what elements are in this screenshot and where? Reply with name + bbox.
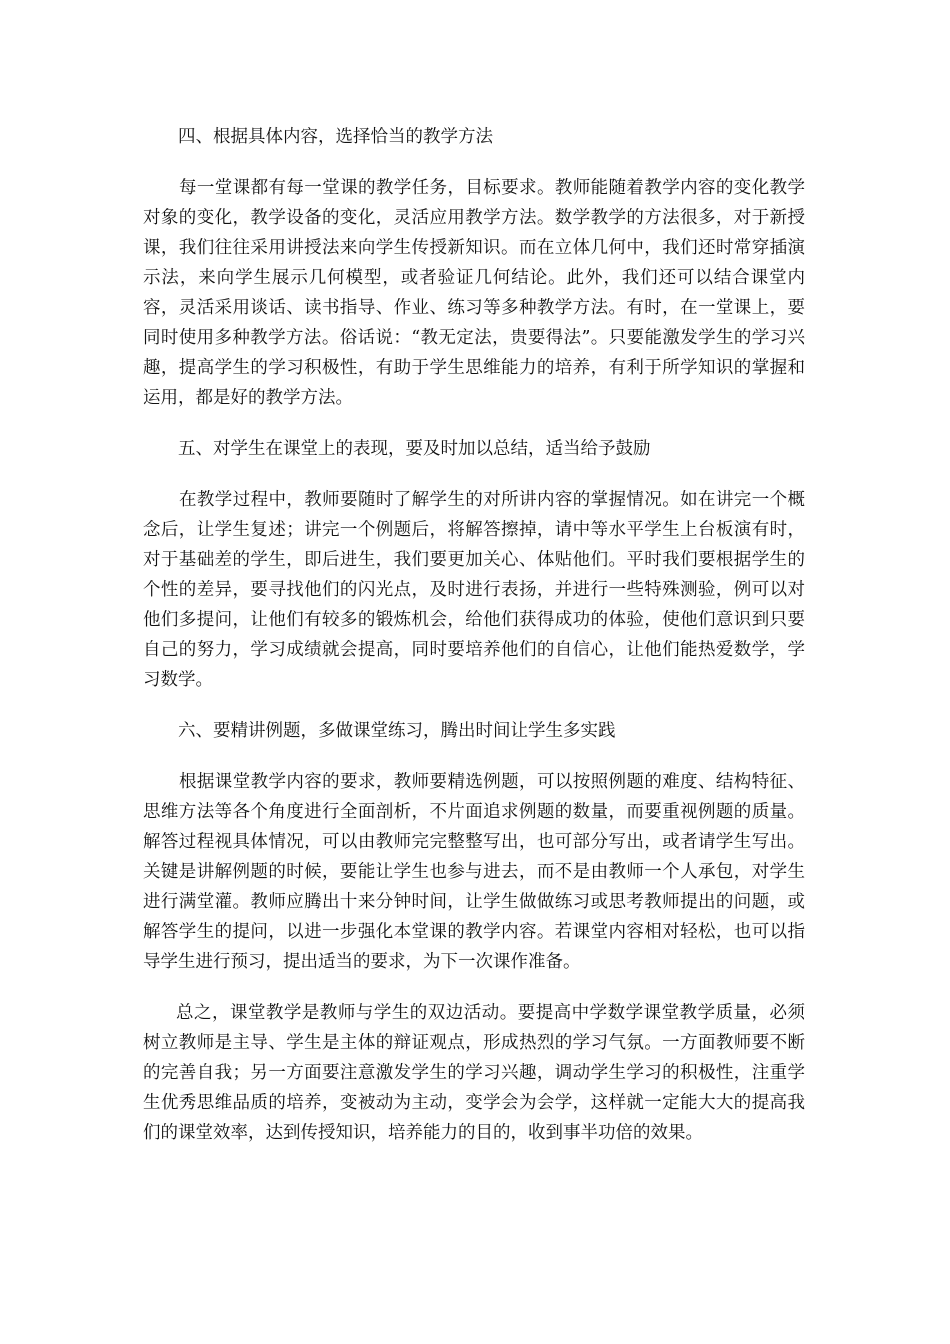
spacer xyxy=(143,746,805,767)
spacer xyxy=(143,413,805,434)
section-heading-6: 六、要精讲例题，多做课堂练习，腾出时间让学生多实践 xyxy=(178,721,616,741)
section-paragraph-6: 根据课堂教学内容的要求，教师要精选例题，可以按照例题的难度、结构特征、思维方法等各个角度进行全面剖析，不片面追求例题的数量，而要重视例题的质量。解答过程视具体情况，可以由教师完完整整写出，也可部分写出，或者请学生写出。关键是讲解例题的时候，要能让学生也参与进去，而不是由教师一个人承包，对学生进行满堂灌。教师应腾出十来分钟时间，让学生做做练习或思考教师提出的问题，或解答学生的提问，以进一步强化本堂课的教学内容。若课堂内容相对轻松，也可以指导学生进行预习，提出适当的要求，为下一次课作准备。 xyxy=(143,772,805,972)
spacer xyxy=(143,152,805,173)
spacer xyxy=(143,695,805,716)
spacer xyxy=(143,464,805,485)
document-body xyxy=(143,122,805,1148)
conclusion-paragraph: 总之，课堂教学是教师与学生的双边活动。要提高中学数学课堂教学质量，必须树立教师是主导、学生是主体的辩证观点，形成热烈的学习气氛。一方面教师要不断的完善自我；另一方面要注意激发学生的学习兴趣，调动学生学习的积极性，注重学生优秀思维品质的培养，变被动为主动，变学会为会学，这样就一定能大大的提高我们的课堂效率，达到传授知识，培养能力的目的，收到事半功倍的效果。 xyxy=(143,1003,805,1143)
spacer xyxy=(143,977,805,998)
section-paragraph-4: 每一堂课都有每一堂课的教学任务，目标要求。教师能随着教学内容的变化教学对象的变化，教学设备的变化，灵活应用教学方法。数学教学的方法很多，对于新授课，我们往往采用讲授法来向学生传授新知识。而在立体几何中，我们还时常穿插演示法，来向学生展示几何模型，或者验证几何结论。此外，我们还可以结合课堂内容，灵活采用谈话、读书指导、作业、练习等多种教学方法。有时，在一堂课上，要同时使用多种教学方法。俗话说：“教无定法，贵要得法”。只要能激发学生的学习兴趣，提高学生的学习积极性，有助于学生思维能力的培养，有利于所学知识的掌握和运用，都是好的教学方法。 xyxy=(143,178,805,408)
section-heading-4: 四、根据具体内容，选择恰当的教学方法 xyxy=(178,127,493,147)
section-heading-5: 五、对学生在课堂上的表现，要及时加以总结，适当给予鼓励 xyxy=(178,439,651,459)
section-paragraph-5: 在教学过程中，教师要随时了解学生的对所讲内容的掌握情况。如在讲完一个概念后，让学生复述；讲完一个例题后，将解答擦掉，请中等水平学生上台板演有时，对于基础差的学生，即后进生，我们要更加关心、体贴他们。平时我们要根据学生的个性的差异，要寻找他们的闪光点，及时进行表扬，并进行一些特殊测验，例可以对他们多提问，让他们有较多的锻炼机会，给他们获得成功的体验，使他们意识到只要自己的努力，学习成绩就会提高，同时要培养他们的自信心，让他们能热爱数学，学习数学。 xyxy=(143,490,805,690)
